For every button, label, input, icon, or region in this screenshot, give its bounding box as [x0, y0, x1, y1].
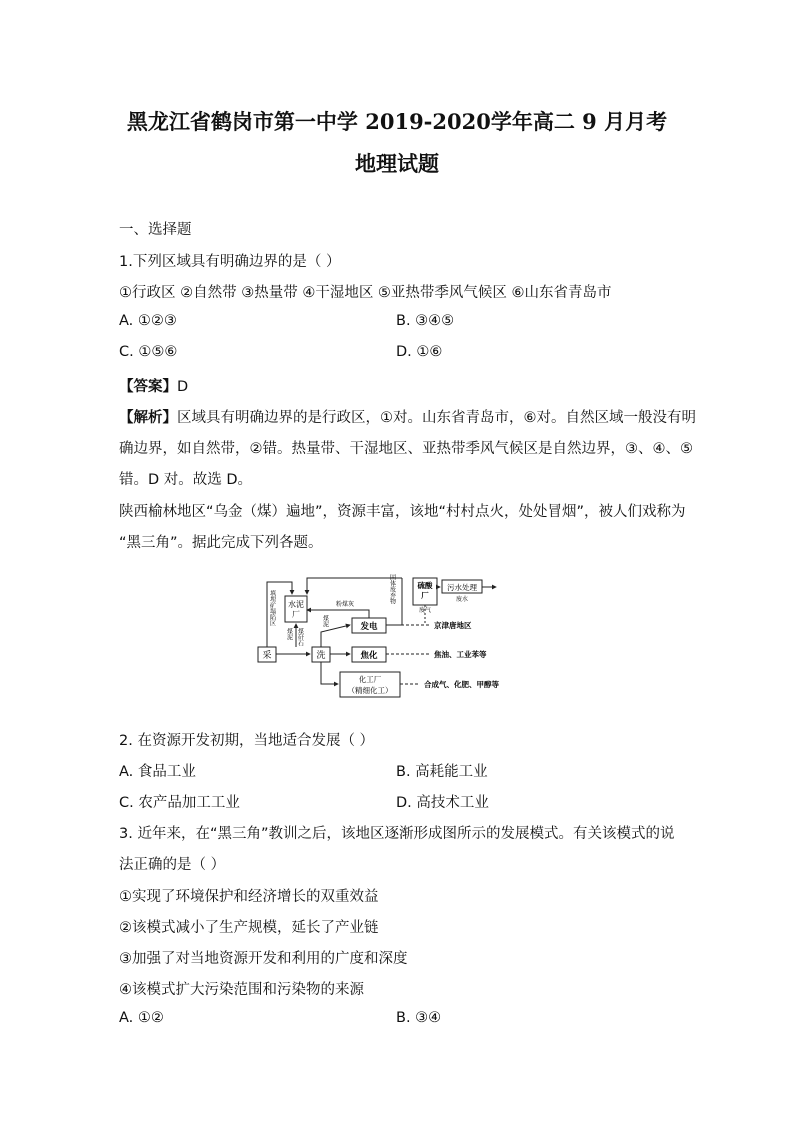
label-solid-waste: 固体废弃物: [388, 574, 396, 604]
node-coking: 焦化: [360, 651, 378, 661]
label-coal-stone: 煤矸石: [296, 628, 304, 646]
q3-stem-line1: 3. 近年来，在“黑三角”教训之后，该地区逐渐形成图所示的发展模式。有关该模式的说: [119, 826, 675, 842]
material-line1: 陕西榆林地区“乌金（煤）遍地”，资源丰富，该地“村村点火，处处冒烟”，被人们戏称为: [119, 504, 686, 520]
label-wastewater: 废水: [455, 596, 469, 603]
node-cement-1: 水泥: [288, 600, 304, 609]
output-jingjintang: 京津唐地区: [434, 621, 472, 630]
q3-statement-1: ①实现了环境保护和经济增长的双重效益: [119, 889, 379, 905]
q1-answer: [119, 375, 188, 396]
q3-statement-2: ②该模式减小了生产规模，延长了产业链: [119, 920, 379, 936]
q1-option-b: B. ③④⑤: [396, 313, 455, 329]
node-acid-1: 硫酸: [417, 581, 433, 590]
output-coke: 焦油、工业苯等: [434, 650, 487, 659]
document-subtitle: 地理试题: [355, 151, 439, 176]
node-cement-2: 厂: [292, 610, 300, 619]
q1-analysis-line3: 错。D 对。故选 D。: [119, 472, 253, 488]
q2-option-a: A. 食品工业: [119, 764, 196, 780]
analysis-label: 【解析】: [119, 410, 177, 426]
label-exhaust: 废气: [418, 607, 432, 614]
node-chem-2: （精细化工）: [347, 686, 393, 695]
q2-option-c: C. 农产品加工工业: [119, 795, 240, 811]
node-sewage: 污水处理: [447, 583, 477, 592]
q3-statement-4: ④该模式扩大污染范围和污染物的来源: [119, 982, 364, 998]
analysis-text-1: 区域具有明确边界的是行政区，①对。山东省青岛市，⑥对。自然区域一般没有明: [177, 410, 696, 426]
node-power: 发电: [360, 622, 378, 632]
answer-value: D: [177, 379, 189, 395]
q1-option-a: A. ①②③: [119, 313, 177, 329]
material-line2: “黑三角”。据此完成下列各题。: [119, 535, 323, 551]
label-fly-ash: 粉煤灰: [336, 601, 355, 608]
label-coal-mud: 煤泥: [285, 628, 293, 640]
q2-option-b: B. 高耗能工业: [396, 764, 488, 780]
industrial-chain-diagram: [252, 570, 527, 700]
section-heading: 一、选择题: [119, 222, 192, 238]
q3-statement-3: ③加强了对当地资源开发和利用的广度和深度: [119, 951, 408, 967]
q2-stem: 2. 在资源开发初期，当地适合发展（ ）: [119, 733, 375, 749]
node-mine: 采: [262, 651, 272, 661]
q3-option-a: A. ①②: [119, 1010, 164, 1026]
node-acid-2: 厂: [421, 591, 429, 600]
node-wash: 洗: [316, 651, 326, 661]
node-chem-1: 化工厂: [358, 675, 382, 684]
q1-items: ①行政区 ②自然带 ③热量带 ④干湿地区 ⑤亚热带季风气候区 ⑥山东省青岛市: [119, 285, 612, 301]
label-coal-mud-2: 煤泥: [321, 615, 329, 627]
q3-stem-line2: 法正确的是（ ）: [119, 857, 226, 873]
q1-option-d: D. ①⑥: [396, 344, 443, 360]
q1-stem: 1.下列区域具有明确边界的是（ ）: [119, 254, 341, 270]
q1-option-c: C. ①⑤⑥: [119, 344, 178, 360]
output-syngas: 合成气、化肥、甲醇等: [424, 680, 499, 689]
document-title: 黑龙江省鹤岗市第一中学 2019-2020学年高二 9 月月考: [126, 109, 668, 134]
q1-analysis-line1: [119, 406, 696, 427]
q3-option-b: B. ③④: [396, 1010, 442, 1026]
label-backfill: 填埋矿塌陷区: [268, 590, 276, 626]
answer-label: 【答案】: [119, 379, 177, 395]
q2-option-d: D. 高技术工业: [396, 795, 489, 811]
q1-analysis-line2: 确边界，如自然带，②错。热量带、干湿地区、亚热带季风气候区是自然边界，③、④、⑤: [119, 441, 693, 457]
